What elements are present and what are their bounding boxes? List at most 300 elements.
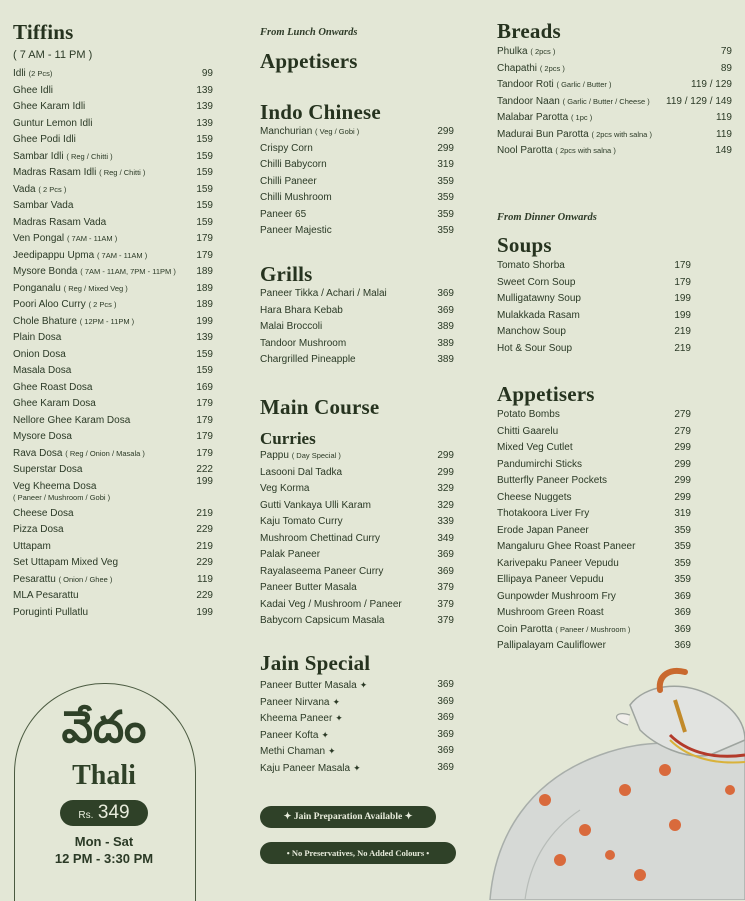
menu-item-note: ( 2pcs with salna ) [591,129,652,139]
menu-item [497,490,691,507]
menu-item-price: 199 [196,475,213,487]
menu-item-price: 159 [196,200,213,211]
menu-item-name-text: Paneer Kofta [260,729,319,741]
menu-item-name [260,727,329,745]
menu-item-name-text: Babycorn Capsicum Masala [260,615,385,626]
menu-item [13,588,213,605]
star-icon: ✦ [353,762,361,773]
menu-item-name-text: Mixed Veg Cutlet [497,442,573,453]
menu-item-name-text: Masala Dosa [13,365,72,376]
menu-item-name [497,457,582,474]
menu-item-name [13,248,147,265]
menu-item-name-text: Phulka [497,46,528,57]
menu-item-name-text: Methi Chaman [260,746,326,757]
menu-item-price: 199 [674,309,691,321]
menu-item-name [13,165,145,182]
menu-item-name-text: Ghee Karam Idli [13,101,86,112]
menu-item [497,589,691,606]
menu-item-name [260,580,357,597]
menu-item-price: 369 [674,607,691,618]
menu-item-name-text: Chargrilled Pineapple [260,354,356,365]
menu-item-name [497,572,604,589]
menu-item-name [260,223,332,240]
menu-item-name [13,396,96,413]
menu-item [260,531,454,548]
menu-item-name-text: Pizza Dosa [13,524,64,535]
curries-title: Curries [260,429,316,448]
menu-item [260,580,454,597]
star-icon: ✦ [328,746,336,756]
menu-item-price: 369 [437,679,454,690]
menu-item-name-text: Chapathi [497,62,538,74]
menu-item [497,324,691,341]
menu-item-price: 119 [716,128,732,140]
menu-item [13,116,213,133]
menu-item [497,440,691,457]
menu-item-name-text: Kadai Veg / Mushroom / Paneer [260,598,402,610]
menu-item-name [13,215,106,232]
menu-item-name [260,352,356,369]
menu-item [497,275,691,292]
menu-item-name-text: Kheema Paneer [260,713,333,724]
thali-time: 12 PM - 3:30 PM [54,851,154,866]
menu-item-name [13,132,76,149]
menu-item [497,77,732,94]
menu-item-note: ( 7AM - 11AM, 7PM - 11PM ) [80,267,176,276]
menu-item-price: 369 [437,761,454,773]
menu-item-price: 349 [437,532,454,544]
menu-item-name-text: Poori Aloo Curry [13,299,86,310]
menu-item-name [260,286,387,303]
menu-item-price: 279 [674,425,691,437]
menu-item [497,341,691,358]
menu-item-price: 369 [437,745,454,756]
menu-item-name-text: Erode Japan Paneer [497,524,589,536]
menu-item-name-text: MLA Pesarattu [13,590,79,601]
menu-item-price: 159 [196,348,213,360]
menu-item-name [13,116,93,133]
menu-item-name [497,61,565,78]
menu-item-price: 359 [674,574,691,585]
indo-chinese-title: Indo Chinese [260,100,381,124]
menu-item-name-text: Gutti Vankaya Ulli Karam [260,499,371,511]
menu-item-price: 169 [196,381,213,393]
menu-item-name [13,429,72,446]
menu-item [13,215,213,232]
menu-item-note: ( Reg / Chitti ) [99,168,146,177]
menu-item-note: ( Garlic / Butter / Cheese ) [562,96,650,106]
menu-item-name-text: Chitti Gaarelu [497,425,559,437]
menu-item-price: 89 [720,62,732,74]
menu-item [497,473,691,490]
menu-item-name-text: Poruginti Pullatlu [13,606,89,618]
menu-item-price: 339 [437,516,454,527]
menu-item-note: ( Reg / Chitti ) [66,151,113,161]
menu-item-price: 389 [437,354,454,365]
menu-item [260,727,454,744]
menu-item [260,157,454,174]
right-column [497,0,732,700]
menu-item-price: 369 [437,288,454,299]
menu-item [260,743,454,760]
breads-title: Breads [497,19,561,43]
menu-item-name-text: Ven Pongal [13,233,65,244]
menu-item-name [13,363,71,380]
menu-item-price: 379 [437,598,454,610]
thali-price: 349 [97,802,130,823]
menu-item-name [13,182,66,199]
menu-item-name-text: Lasooni Dal Tadka [260,466,343,478]
menu-item-price: 199 [674,293,691,304]
menu-item-name-text: Veg Kheema Dosa [13,480,97,492]
menu-item-name-text: Karivepaku Paneer Vepudu [497,557,619,569]
menu-item-price: 369 [674,623,691,635]
menu-item-name-text: Madurai Bun Parotta [497,128,589,140]
menu-item-name-text: Kaju Paneer Masala [260,762,351,774]
menu-item-name-text: Uttapam [13,540,51,552]
menu-item-price: 319 [437,159,454,170]
menu-item-name [13,555,118,572]
menu-item-name-text: Hot & Sour Soup [497,342,573,354]
menu-item-name-text: Sambar Vada [13,200,74,211]
menu-item-name-text: Sweet Corn Soup [497,276,576,288]
menu-item-name-text: Cheese Nuggets [497,491,572,503]
lunch-appetisers-title: Appetisers [260,49,358,73]
dinner-appetisers-list [497,407,691,655]
menu-item [13,66,213,83]
menu-item-note: ( 2pcs ) [530,47,556,56]
menu-item-name-text: Mushroom Chettinad Curry [260,532,381,544]
menu-item-name-text: Potato Bombs [497,409,560,420]
menu-item-name-text: Plain Dosa [13,332,62,343]
menu-item-note: ( Veg / Gobi ) [315,127,360,136]
menu-item-name [13,281,128,298]
menu-item [260,352,454,369]
menu-item-name [13,522,64,539]
menu-item-name-text: Mushroom Green Roast [497,607,604,618]
menu-item [497,308,691,325]
menu-item-price: 119 / 129 / 149 [666,95,732,107]
menu-item-price: 179 [196,249,213,261]
menu-item-note: ( 2 Pcs ) [38,184,67,194]
menu-item-name [13,413,130,430]
menu-item-price: 369 [437,304,454,316]
menu-item-name [497,440,573,457]
menu-item-name [260,531,380,548]
menu-item-note: ( Paneer / Mushroom / Gobi ) [13,493,111,502]
menu-item-price: 369 [437,565,454,577]
menu-item-name [497,308,580,325]
menu-item-name [497,127,652,144]
menu-item-price: 139 [196,332,213,343]
menu-item-name [497,506,589,523]
menu-item-name-text: Pappu [260,450,289,461]
menu-item-name [497,94,650,111]
menu-item-name-text: Nellore Ghee Karam Dosa [13,414,131,426]
menu-item [13,522,213,539]
menu-item-name-text: Rava Dosa [13,447,63,459]
menu-item-price: 222 [196,464,213,475]
menu-item-name [260,498,371,515]
tiffins-list [13,66,213,621]
menu-item [13,264,213,281]
menu-item-name [13,462,82,479]
menu-item [497,143,732,160]
menu-item-name-text: Mangaluru Ghee Roast Paneer [497,541,636,552]
menu-item-price: 319 [674,508,691,519]
menu-item [260,760,454,777]
menu-item-name-text: Onion Dosa [13,348,66,360]
menu-item-name [13,231,117,248]
menu-item-name-text: Ghee Karam Dosa [13,398,96,409]
menu-item-price: 199 [196,606,213,618]
menu-item-name-text: Paneer Butter Masala [260,582,357,593]
menu-item-note: ( 2 Pcs ) [88,300,117,309]
main-course-title: Main Course [260,395,380,419]
thali-currency: Rs. [78,810,94,821]
menu-item-price: 369 [437,695,454,707]
menu-item-name-text: Chilli Mushroom [260,192,332,203]
menu-item-note: ( Onion / Ghee ) [58,574,113,584]
menu-item-name-text: Kaju Tomato Curry [260,516,343,527]
menu-item [260,694,454,711]
menu-item-name [260,303,343,320]
menu-item-price: 389 [437,337,454,349]
menu-item-note: ( Reg / Onion / Masala ) [65,448,145,458]
menu-item-note: ( Reg / Mixed Veg ) [63,283,128,293]
menu-item-name-text: Paneer Butter Masala [260,680,357,691]
menu-item-price: 229 [196,590,213,601]
menu-item-name [260,547,320,564]
menu-item-price: 139 [196,117,213,129]
menu-item-price: 179 [674,260,691,271]
menu-item-price: 299 [437,466,454,478]
menu-item-name-text: Paneer Tikka / Achari / Malai [260,288,387,299]
menu-item-price: 79 [720,46,732,57]
menu-item-name-text: Hara Bhara Kebab [260,304,343,316]
menu-item-name-text: Gunpowder Mushroom Fry [497,590,616,602]
menu-item [13,475,213,506]
menu-item-name [13,149,113,166]
menu-item-name [13,66,52,83]
menu-item-name-text: Malabar Parotta [497,112,569,123]
menu-item-name-text: Pallipalayam Cauliflower [497,640,606,651]
menu-item-price: 369 [437,728,454,740]
menu-item [13,396,213,413]
menu-item-price: 159 [196,150,213,162]
menu-item [13,413,213,430]
menu-item [13,539,213,556]
menu-item [260,336,454,353]
menu-item-name [260,465,342,482]
menu-item-name-text: Jeedipappu Upma [13,249,95,261]
menu-item-name-text: Idli [13,68,26,79]
menu-item-name-text: Coin Parotta [497,623,553,635]
menu-item [13,429,213,446]
dinner-from-label: From Dinner Onwards [497,212,597,223]
menu-item-name [497,622,630,639]
menu-item-name [260,564,383,581]
menu-item-name [260,677,367,695]
menu-item [260,124,454,141]
menu-item-note: ( Day Special ) [291,451,341,460]
thali-block [14,700,194,866]
jain-preparation-badge: ✦ Jain Preparation Available ✦ [260,806,436,828]
menu-item-price: 119 / 129 [691,79,732,90]
menu-item-price: 199 [196,315,213,327]
menu-item-price: 179 [196,398,213,409]
menu-item-name [497,44,555,61]
menu-item-name [260,514,343,531]
menu-item-price: 359 [437,175,454,187]
menu-item-name-text: Mysore Dosa [13,431,72,442]
menu-item-name [260,336,346,353]
menu-item-price: 329 [437,483,454,494]
menu-item [497,407,691,424]
menu-item-name [497,490,572,507]
menu-item [13,99,213,116]
dinner-appetisers-title: Appetisers [497,382,595,406]
menu-item [13,314,213,331]
menu-item-price: 359 [674,524,691,536]
menu-item-price: 149 [715,145,732,156]
menu-item-name [260,141,313,158]
menu-item [497,605,691,622]
menu-item-name [13,446,145,463]
menu-item [260,448,454,465]
menu-item-price: 359 [437,192,454,203]
menu-item [497,291,691,308]
menu-item-price: 279 [674,409,691,420]
menu-item-price: 189 [196,299,213,310]
lunch-from-label: From Lunch Onwards [260,27,358,38]
menu-item-price: 139 [196,84,213,96]
menu-item-name [497,275,575,292]
star-icon: ✦ [335,713,343,723]
menu-item [497,110,732,127]
menu-item-name [260,710,343,728]
thali-title: Thali [72,760,136,791]
menu-item-name-text: Manchow Soup [497,326,566,337]
menu-item-name-text: Mulligatawny Soup [497,293,581,304]
menu-item-name [260,597,402,614]
menu-item-name-text: Tomato Shorba [497,260,565,271]
menu-item-price: 369 [437,549,454,560]
menu-item [13,363,213,380]
menu-item [497,258,691,275]
menu-item [497,622,691,639]
menu-item-name [13,198,73,215]
menu-item [13,605,213,622]
no-preservatives-badge: • No Preservatives, No Added Colours • [260,842,456,864]
menu-item [260,174,454,191]
menu-item-note: ( 2pcs with salna ) [555,146,616,155]
indo-chinese-list [260,124,454,240]
menu-item [13,248,213,265]
menu-item [13,506,213,523]
menu-item-price: 219 [674,342,691,354]
menu-item [260,319,454,336]
menu-item-name-text: Mulakkada Rasam [497,309,580,321]
menu-item-name-text: Chole Bhature [13,315,77,327]
jain-special-title: Jain Special [260,651,371,675]
menu-item [497,61,732,78]
menu-item-price: 179 [196,447,213,459]
menu-item [497,638,691,655]
menu-item-name-text: Butterfly Paneer Pockets [497,475,608,486]
menu-item-name-text: Chilli Babycorn [260,159,327,170]
menu-item-note: (2 Pcs) [28,69,53,78]
soups-list [497,258,691,357]
menu-item-name-text: Malai Broccoli [260,321,323,332]
menu-item-note: ( 12PM - 11PM ) [79,316,135,326]
menu-item [13,231,213,248]
menu-item-name [260,760,361,778]
menu-item-price: 179 [674,276,691,288]
menu-item-name [260,190,332,207]
menu-item-name [13,605,88,622]
menu-item [497,539,691,556]
menu-item-name-text: Sambar Idli [13,150,64,162]
star-icon: • [426,848,430,858]
menu-item-name-text: Pesarattu [13,573,56,585]
menu-item-name [260,743,336,761]
menu-item [497,127,732,144]
menu-item-price: 139 [196,101,213,112]
menu-item-name [260,157,327,174]
menu-item-price: 99 [201,68,213,79]
menu-item-name-text: Tandoor Roti [497,79,554,90]
menu-item [497,457,691,474]
menu-item-price: 299 [674,458,691,470]
menu-item [13,446,213,463]
menu-item-name [497,291,581,308]
menu-item [260,498,454,515]
menu-item [497,424,691,441]
menu-item-price: 299 [674,475,691,486]
menu-item-name [13,481,110,504]
tiffins-title: Tiffins [13,20,74,44]
menu-item-name-text: Vada [13,183,36,195]
menu-item-price: 119 [197,573,213,585]
soups-title: Soups [497,233,552,257]
menu-item-note: ( 2pcs ) [539,63,565,73]
menu-item-price: 189 [196,282,213,294]
menu-item-name [260,174,317,191]
menu-item-name-text: Madras Rasam Vada [13,216,107,228]
menu-item-name [497,258,565,275]
menu-item [497,44,732,61]
menu-item-name [13,99,85,116]
menu-item-price: 119 [716,112,732,123]
menu-item-price: 159 [196,183,213,195]
menu-item-name [497,341,572,358]
menu-item-name [260,694,340,712]
menu-item-price: 219 [196,507,213,519]
menu-item-price: 299 [674,442,691,453]
menu-item-name [497,473,607,490]
menu-item-name [260,319,322,336]
grills-title: Grills [260,262,313,286]
menu-item-name-text: Tandoor Mushroom [260,337,347,349]
menu-item-price: 359 [437,208,454,220]
menu-item [13,462,213,479]
menu-item-name-text: Nool Parotta [497,145,553,156]
menu-item-name [497,407,560,424]
menu-item-name [497,638,606,655]
menu-item-name-text: Madras Rasam Idli [13,167,97,178]
menu-item [13,198,213,215]
